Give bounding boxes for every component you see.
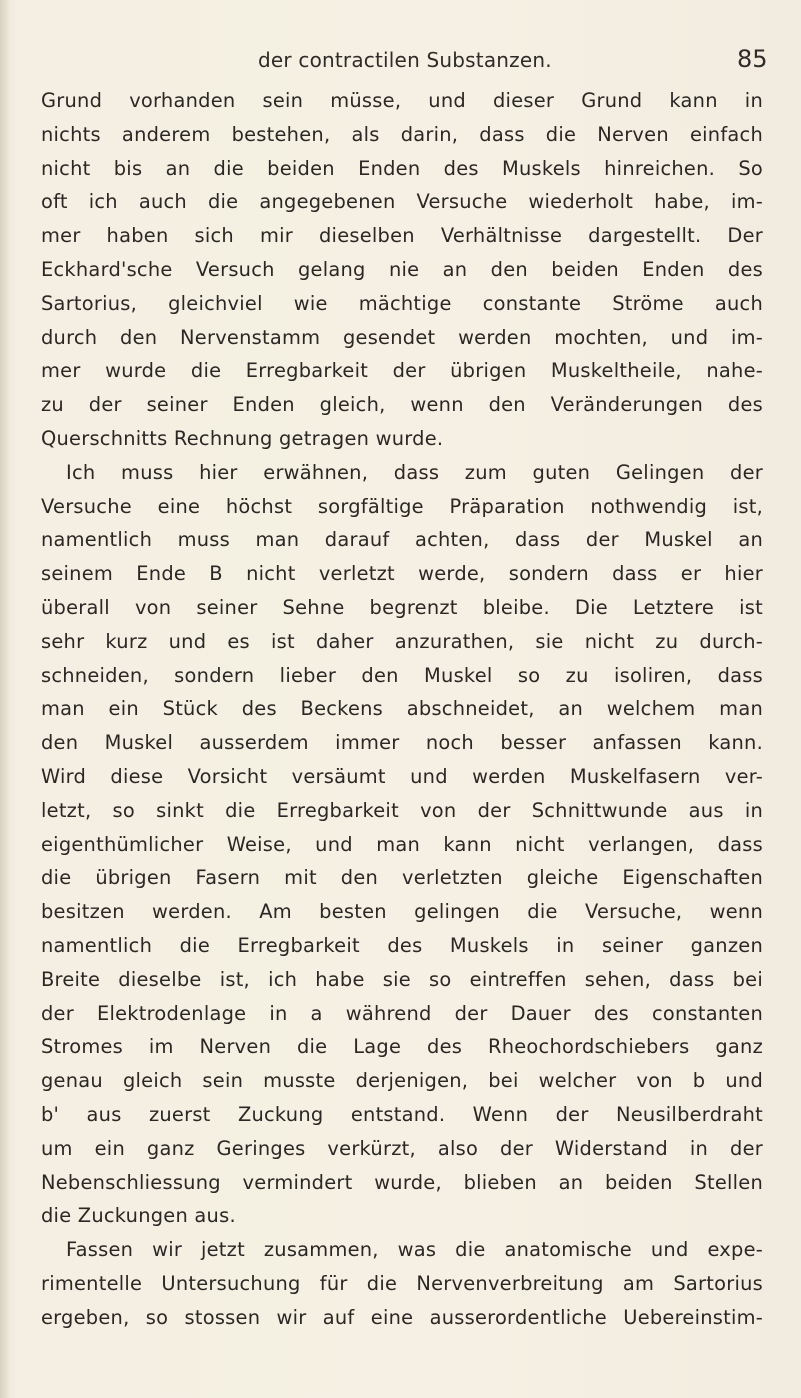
text-line: Wird diese Vorsicht versäumt und werden Muskelfasern ver- <box>41 764 763 788</box>
text-line: nicht bis an die beiden Enden des Muskels hinreichen. So <box>41 156 763 180</box>
body-text <box>41 84 763 1334</box>
text-line: rimentelle Untersuchung für die Nervenverbreitung am Sartorius <box>41 1271 763 1295</box>
text-line: zu der seiner Enden gleich, wenn den Veränderungen des <box>41 393 763 417</box>
text-line: nichts anderem bestehen, als darin, dass die Nerven einfach <box>41 122 763 146</box>
text-line: Versuche eine höchst sorgfältige Präparation nothwendig ist, <box>41 494 763 518</box>
text-line: namentlich die Erregbarkeit des Muskels in seiner ganzen <box>41 933 763 957</box>
page-number: 85 <box>737 45 768 73</box>
paragraph-end-line: die Zuckungen aus. <box>41 1204 236 1228</box>
text-line: Sartorius, gleichviel wie mächtige constante Ströme auch <box>41 291 763 315</box>
text-line: oft ich auch die angegebenen Versuche wiederholt habe, im- <box>41 190 763 214</box>
text-line: man ein Stück des Beckens abschneidet, an welchem man <box>41 697 763 721</box>
text-line: ergeben, so stossen wir auf eine ausserordentliche Uebereinstim- <box>41 1305 763 1329</box>
text-line: durch den Nervenstamm gesendet werden mochten, und im- <box>41 325 763 349</box>
paragraph-start-line: Fassen wir jetzt zusammen, was die anatomische und expe- <box>66 1238 763 1262</box>
paragraph-start-line: Ich muss hier erwähnen, dass zum guten Gelingen der <box>66 460 763 484</box>
text-line: b' aus zuerst Zuckung entstand. Wenn der Neusilberdraht <box>41 1102 763 1126</box>
text-line: um ein ganz Geringes verkürzt, also der Widerstand in der <box>41 1136 763 1160</box>
text-line: mer wurde die Erregbarkeit der übrigen Muskeltheile, nahe- <box>41 359 763 383</box>
text-line: Breite dieselbe ist, ich habe sie so eintreffen sehen, dass bei <box>41 967 763 991</box>
text-line: Grund vorhanden sein müsse, und dieser Grund kann in <box>41 89 763 112</box>
page-gutter-shadow <box>0 0 10 1398</box>
text-line: seinem Ende B nicht verletzt werde, sondern dass er hier <box>41 562 763 586</box>
text-line: genau gleich sein musste derjenigen, bei welcher von b und <box>41 1069 763 1093</box>
text-line: eigenthümlicher Weise, und man kann nicht verlangen, dass <box>41 832 763 856</box>
text-line: die übrigen Fasern mit den verletzten gleiche Eigenschaften <box>41 866 763 890</box>
text-line: letzt, so sinkt die Erregbarkeit von der Schnittwunde aus in <box>41 798 763 822</box>
text-line: Eckhard'sche Versuch gelang nie an den beiden Enden des <box>41 257 763 281</box>
text-line: Nebenschliessung vermindert wurde, blieben an beiden Stellen <box>41 1170 763 1194</box>
text-line: überall von seiner Sehne begrenzt bleibe. Die Letztere ist <box>41 595 763 619</box>
text-line: den Muskel ausserdem immer noch besser anfassen kann. <box>41 731 763 755</box>
text-line: besitzen werden. Am besten gelingen die Versuche, wenn <box>41 900 763 924</box>
text-line: mer haben sich mir dieselben Verhältnisse dargestellt. Der <box>41 224 763 248</box>
running-header: der contractilen Substanzen. <box>258 48 552 72</box>
text-line: namentlich muss man darauf achten, dass der Muskel an <box>41 528 763 552</box>
text-line: schneiden, sondern lieber den Muskel so zu isoliren, dass <box>41 663 763 687</box>
paragraph-end-line: Querschnitts Rechnung getragen wurde. <box>41 426 444 450</box>
text-line: der Elektrodenlage in a während der Dauer des constanten <box>41 1001 763 1025</box>
text-line: Stromes im Nerven die Lage des Rheochordschiebers ganz <box>41 1035 763 1059</box>
text-line: sehr kurz und es ist daher anzurathen, sie nicht zu durch- <box>41 629 763 653</box>
